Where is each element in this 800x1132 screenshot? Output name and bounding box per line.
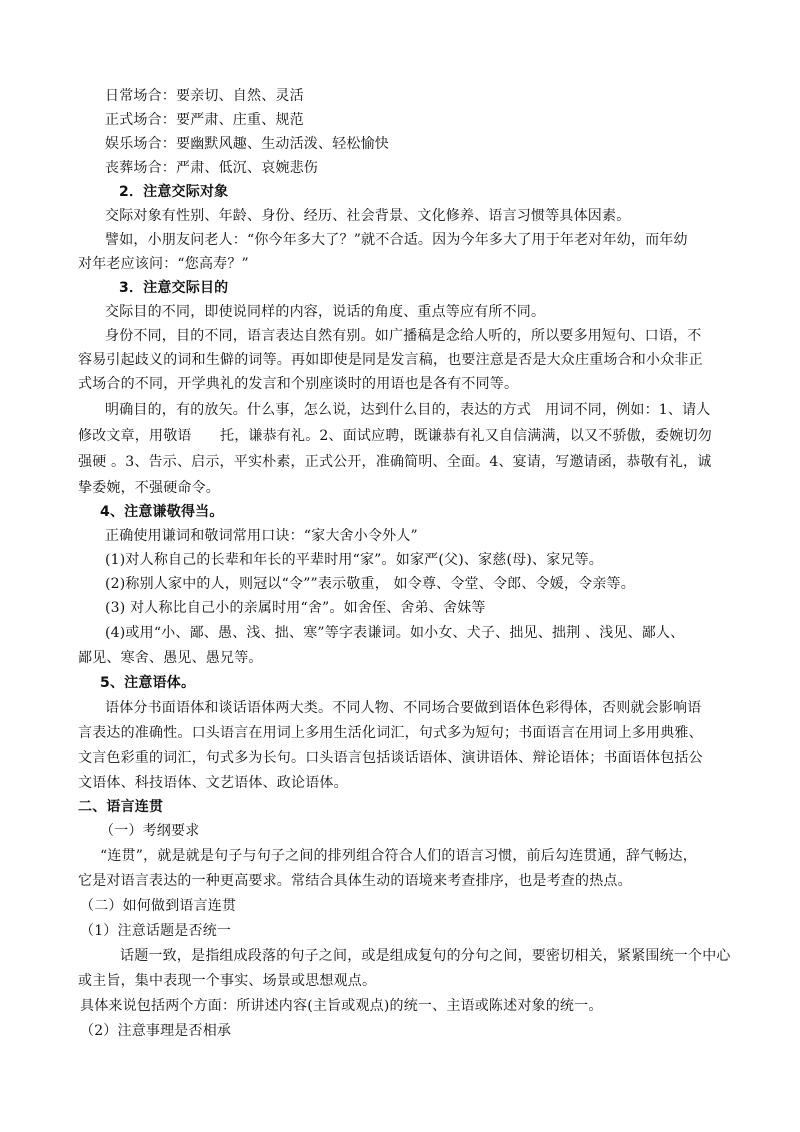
text-line: （二）如何做到语言连贯 (80, 898, 237, 914)
text-line: 具体来说包括两个方面：所讲述内容(主旨或观点)的统一、主语或陈述对象的统一。 (80, 998, 603, 1014)
text-line: （2）注意事理是否相承 (80, 1023, 232, 1039)
text-line: 挚委婉，不强硬命令。 (78, 480, 220, 496)
text-line: 文言色彩重的词汇，句式多为长句。口头语言包括谈话语体、演讲语体、辩论语体；书面语体包括公 (78, 750, 703, 766)
text-line: 丧葬场合：严肃、低沉、哀婉悲伤 (105, 160, 318, 176)
text-line: 文语体、科技语体、文艺语体、政论语体。 (78, 775, 348, 791)
text-line: 譬如，小朋友问老人：“你今年多大了？”就不合适。因为今年多大了用于年老对年幼，而年幼 (105, 232, 688, 248)
text-line: （一）考纲要求 (100, 823, 200, 839)
text-line: “连贯”，就是就是句子与句子之间的排列组合符合人们的语言习惯，前后勾连贯通，辞气畅达， (100, 848, 697, 864)
text-line: 日常场合：要亲切、自然、灵活 (105, 88, 304, 104)
text-line: 修改文章，用敬语 托，谦恭有礼。2、面试应聘，既谦恭有礼又自信满满，以又不骄傲，委婉切勿 (78, 428, 712, 444)
text-line: 交际对象有性别、年龄、身份、经历、社会背景、文化修养、语言习惯等具体因素。 (105, 208, 631, 224)
text-line: 言表达的准确性。口头语言在用词上多用生活化词汇，句式多为短句；书面语言在用词上多用典雅、 (78, 725, 703, 741)
text-line: 正式场合：要严肃、庄重、规范 (105, 112, 304, 128)
text-line: (4)或用“小、鄙、愚、浅、拙、寒”等字表谦词。如小女、犬子、拙见、拙荆 、浅见、鄙人、 (105, 625, 685, 641)
text-line: 它是对语言表达的一种更高要求。常结合具体生动的语境来考查排序，也是考查的热点。 (78, 873, 632, 889)
text-line: 正确使用谦词和敬词常用口诀：“家大舍小令外人” (105, 528, 418, 544)
text-line: 话题一致，是指组成段落的句子之间，或是组成复句的分句之间，要密切相关，紧紧围统一个中心 (120, 948, 731, 964)
text-line: (2)称别人家中的人，则冠以“令””表示敬重， 如令尊、令堂、令郎、令媛，令亲等。 (105, 576, 635, 592)
text-line: 强硬 。3、告示、启示，平实朴素，正式公开，准确简明、全面。4、宴请，写邀请函，恭敬有礼，诚 (78, 454, 712, 470)
text-line: 或主旨，集中表现一个事实、场景或思想观点。 (78, 973, 377, 989)
text-line: 交际目的不同，即使说同样的内容，说话的角度、重点等应有所不同。 (105, 304, 546, 320)
text-line: 明确目的，有的放矢。什么事，怎么说，达到什么目的，表达的方式 用词不同，例如：1、请人 (105, 402, 711, 418)
text-line: （1）注意话题是否统一 (80, 923, 232, 939)
section-heading: 4、注意谦敬得当。 (100, 504, 224, 520)
section-heading: 二、语言连贯 (78, 799, 164, 815)
text-line: 对年老应该问：“您高寿？” (78, 256, 249, 272)
text-line: 身份不同，目的不同，语言表达自然有别。如广播稿是念给人听的，所以要多用短句、口语，不 (105, 328, 702, 344)
section-heading: 2．注意交际对象 (119, 184, 229, 200)
text-line: 鄙见、寒舍、愚见、愚兄等。 (78, 650, 263, 666)
text-line: 容易引起歧义的词和生僻的词等。再如即使是同是发言稿，也要注意是否是大众庄重场合和小众非正 (78, 352, 703, 368)
text-line: 式场合的不同，开学典礼的发言和个别座谈时的用语也是各有不同等。 (78, 376, 519, 392)
text-line: 娱乐场合：要幽默风趣、生动活泼、轻松愉快 (105, 136, 389, 152)
text-line: (3) 对人称比自己小的亲属时用“舍”。如舍侄、舍弟、舍妹等 (105, 600, 486, 616)
text-line: 语体分书面语体和谈话语体两大类。不同人物、不同场合要做到语体色彩得体，否则就会影响语 (105, 700, 702, 716)
section-heading: 3．注意交际目的 (119, 280, 229, 296)
section-heading: 5、注意语体。 (100, 675, 196, 691)
text-line: (1)对人称自己的长辈和年长的平辈时用“家”。如家严(父)、家慈(母)、家兄等。 (105, 552, 603, 568)
